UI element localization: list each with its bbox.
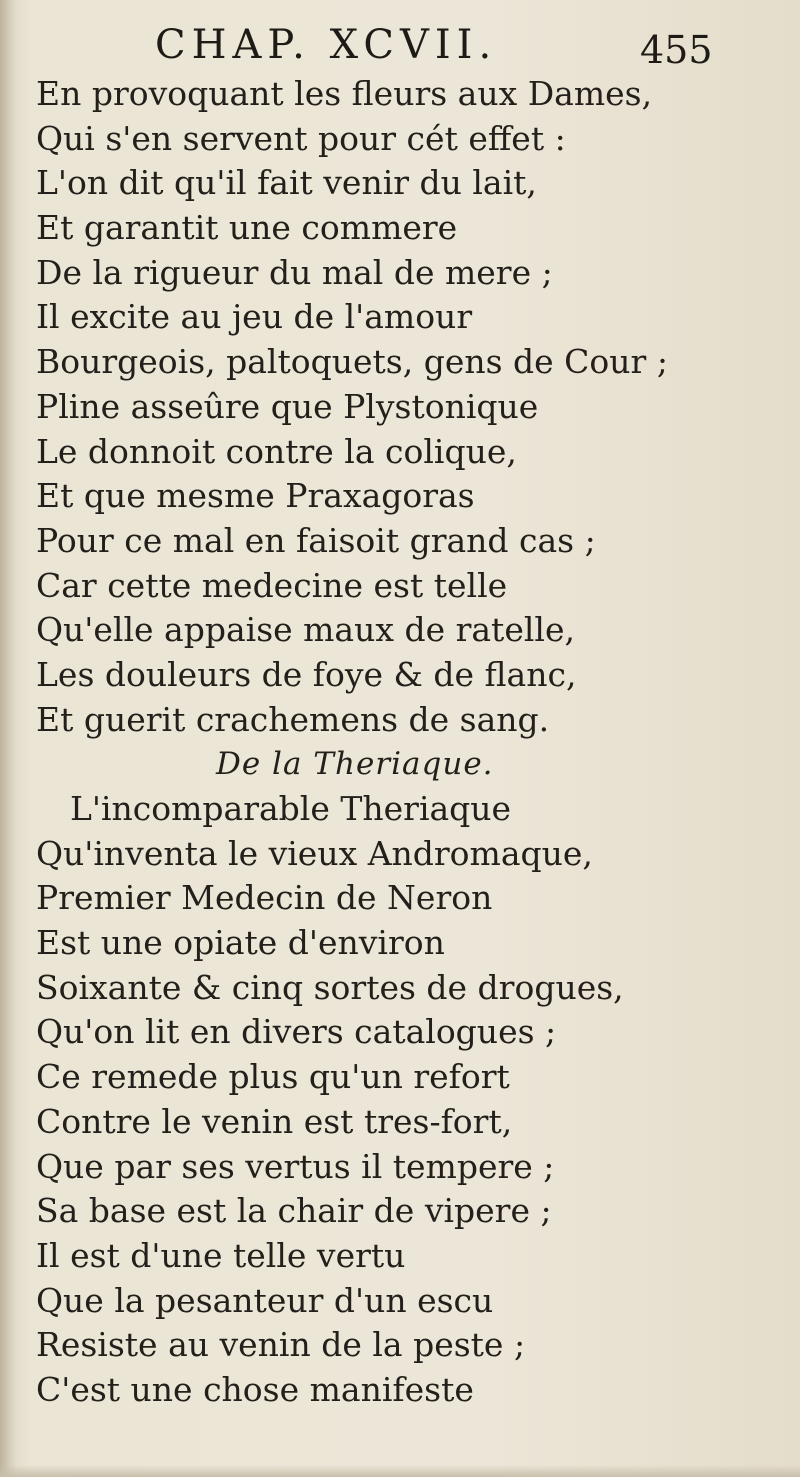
verse-line: Et garantit une commere (36, 208, 458, 248)
verse-line: Soixante & cinq sortes de drogues, (36, 967, 624, 1007)
verse-line: Qu'elle appaise maux de ratelle, (36, 610, 575, 650)
verse-line: L'on dit qu'il fait venir du lait, (36, 163, 537, 203)
verse-line: Est une opiate d'environ (36, 923, 445, 963)
verse-line: De la rigueur du mal de mere ; (36, 252, 553, 292)
verse-line: Resiste au venin de la peste ; (36, 1325, 526, 1365)
verse-line: Il est d'une telle vertu (36, 1235, 406, 1275)
running-head: CHAP. XCVII. (155, 22, 498, 68)
verse-line: Le donnoit contre la colique, (36, 431, 517, 471)
verse-line: C'est une chose manifeste (36, 1369, 474, 1409)
verse-line: Que par ses vertus il tempere ; (36, 1146, 555, 1186)
verse-line: Qu'on lit en divers catalogues ; (36, 1012, 557, 1052)
page-gutter-shadow (0, 0, 16, 1477)
verse-line: Contre le venin est tres-fort, (36, 1101, 513, 1141)
verse-line: Qui s'en servent pour cét effet : (36, 118, 566, 158)
page-header (0, 14, 800, 74)
verse-line: Qu'inventa le vieux Andromaque, (36, 833, 593, 873)
verse-line: Premier Medecin de Neron (36, 878, 493, 918)
section-heading: De la Theriaque. (216, 746, 494, 783)
verse-line: En provoquant les fleurs aux Dames, (36, 74, 653, 113)
verse-line: Sa base est la chair de vipere ; (36, 1191, 552, 1231)
page-number: 455 (640, 28, 713, 72)
verse-line: Pline asseûre que Plystonique (36, 386, 539, 426)
verse-line: Les douleurs de foye & de flanc, (36, 654, 577, 694)
verse-text (36, 72, 676, 1413)
show-through-text (680, 110, 800, 1390)
show-through-mark (680, 110, 800, 155)
verse-line: Ce remede plus qu'un refort (36, 1057, 510, 1097)
verse-line: Il excite au jeu de l'amour (36, 297, 473, 337)
verse-line: L'incomparable Theriaque (70, 789, 512, 828)
verse-line: Car cette medecine est telle (36, 565, 508, 605)
verse-line: Bourgeois, paltoquets, gens de Cour ; (36, 342, 668, 382)
verse-line: Pour ce mal en faisoit grand cas ; (36, 520, 596, 560)
page-bottom-edge (0, 1465, 800, 1477)
verse-line: Et guerit crachemens de sang. (36, 699, 550, 739)
verse-line: Et que mesme Praxagoras (36, 476, 475, 516)
verse-line: Que la pesanteur d'un escu (36, 1280, 494, 1320)
